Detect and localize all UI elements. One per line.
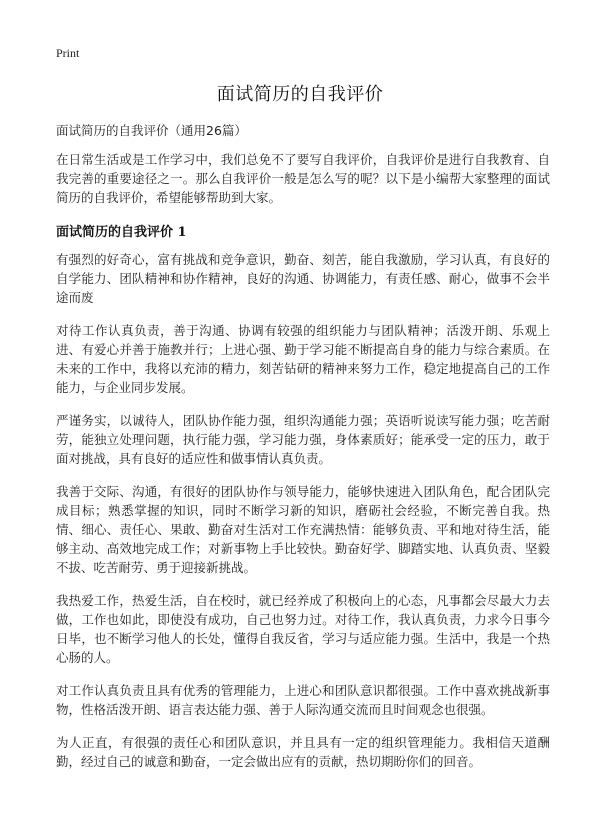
intro-paragraph: 在日常生活或是工作学习中，我们总免不了要写自我评价，自我评价是进行自我教育、自我完善的重要途径之一。那么自我评价一般是怎么写的呢？以下是小编帮大家整理的面试简历的自我评价，希望能够帮助到大家。 [56, 152, 550, 205]
document-body [56, 150, 550, 785]
document-title: 面试简历的自我评价 [216, 84, 384, 105]
document-subtitle: 面试简历的自我评价（通用26篇） [56, 123, 247, 138]
print-link[interactable]: Print [56, 46, 80, 60]
body-paragraph-7: 为人正直，有很强的责任心和团队意识，并且具有一定的组织管理能力。我相信天道酬勤，经过自己的诚意和勤奋，一定会做出应有的贡献，热切期盼你们的回音。 [56, 735, 550, 769]
body-paragraph-3: 严谨务实，以诚待人，团队协作能力强，组织沟通能力强；英语听说读写能力强；吃苦耐劳，能独立处理问题，执行能力强，学习能力强，身体素质好；能承受一定的压力，敢于面对挑战，具有良好的适应性和做事情认真负责。 [56, 413, 550, 466]
body-paragraph-6: 对工作认真负责且具有优秀的管理能力，上进心和团队意识都很强。工作中喜欢挑战新事物，性格活泼开朗、语言表达能力强、善于人际沟通交流而且时间观念也很强。 [56, 683, 550, 717]
body-paragraph-1: 有强烈的好奇心，富有挑战和竞争意识，勤奋、刻苦，能自我激励，学习认真，有良好的自学能力、团队精神和协作精神，良好的沟通、协调能力，有责任感、耐心，做事不会半途而废 [56, 252, 550, 305]
section-heading: 面试简历的自我评价 1 [56, 225, 187, 240]
body-paragraph-5: 我热爱工作，热爱生活，自在校时，就已经养成了积极向上的心态，凡事都会尽最大力去做，工作也如此，即使没有成功，自己也努力过。对待工作，我认真负责，力求今日事今日毕，也不断学习他人的长处，懂得自我反省，学习与适应能力强。生活中，我是一个热心肠的人。 [56, 593, 550, 665]
body-paragraph-2: 对待工作认真负责，善于沟通、协调有较强的组织能力与团队精神；活泼开朗、乐观上进、有爱心并善于施教并行；上进心强、勤于学习能不断提高自身的能力与综合素质。在未来的工作中，我将以充沛的精力，刻苦钻研的精神来努力工作，稳定地提高自己的工作能力，与企业同步发展。 [56, 323, 550, 395]
body-paragraph-4: 我善于交际、沟通，有很好的团队协作与领导能力，能够快速进入团队角色，配合团队完成目标；熟悉掌握的知识，同时不断学习新的知识，磨砺社会经验，不断完善自我。热情、细心、责任心、果敢、勤奋对生活对工作充满热情：能够负责、平和地对待生活，能够主动、高效地完成工作；对新事物上手比较快。勤奋好学、脚踏实地、认真负责、坚毅不拔、吃苦耐劳、勇于迎接新挑战。 [56, 484, 550, 575]
